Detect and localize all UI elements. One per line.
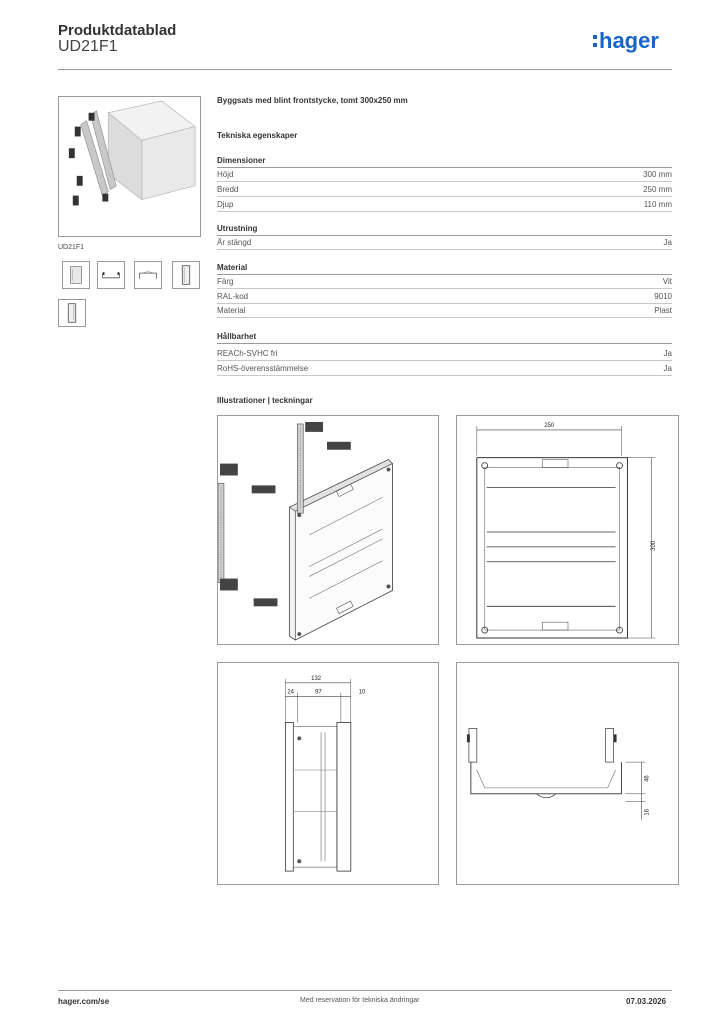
spec-row-ral [217, 290, 672, 304]
thumbnail-side-view-2[interactable] [58, 299, 86, 327]
spec-label: Djup [217, 200, 234, 209]
spec-value: Ja [663, 364, 672, 373]
thumbnail-front-view[interactable] [62, 261, 90, 289]
document-title: Produktdatablad [58, 22, 177, 39]
footer-website-link[interactable]: hager.com/se [58, 997, 110, 1006]
spec-value: 250 mm [643, 185, 672, 194]
dimension-bottom-16: 16 [644, 809, 651, 816]
dimension-height-46: 46 [644, 775, 651, 782]
drawing-side-view [217, 662, 439, 885]
section-title-material: Material [217, 263, 248, 272]
drawing-top-view [456, 662, 679, 885]
spec-label: Höjd [217, 170, 234, 179]
spec-label: Färg [217, 277, 234, 286]
header-divider [58, 69, 672, 70]
illustrations-heading: Illustrationer | teckningar [217, 396, 313, 405]
spec-row-depth [217, 198, 672, 212]
spec-row-reach [217, 347, 672, 361]
dimension-total-depth: 132 [311, 675, 322, 682]
spec-label: RoHS-överensstämmelse [217, 364, 309, 373]
spec-label: Material [217, 306, 246, 315]
section-divider [217, 343, 672, 344]
section-title-dimensions: Dimensioner [217, 156, 266, 165]
spec-value: 9010 [654, 292, 672, 301]
product-description: Byggsats med blint frontstycke, tomt 300x250 mm [217, 96, 408, 105]
section-title-equipment: Utrustning [217, 224, 258, 233]
spec-row-width [217, 183, 672, 197]
spec-value: 110 mm [643, 200, 672, 209]
hager-logo [593, 28, 675, 56]
spec-label: Är stängd [217, 238, 252, 247]
logo-dot-bottom [593, 43, 597, 47]
footer-disclaimer: Med reservation för tekniska ändringar [300, 997, 420, 1004]
section-title-sustainability: Hållbarhet [217, 332, 257, 341]
thumbnail-bottom-view[interactable] [134, 261, 162, 289]
product-image [58, 96, 201, 237]
thumbnail-top-view[interactable] [97, 261, 125, 289]
spec-row-height [217, 168, 672, 182]
spec-row-color [217, 275, 672, 289]
dimension-width: 250 [544, 422, 555, 429]
spec-row-closed [217, 236, 672, 250]
image-caption: UD21F1 [58, 244, 85, 251]
drawing-exploded-view [217, 415, 439, 645]
footer-divider [58, 990, 672, 991]
footer-date: 07.03.2026 [626, 997, 667, 1006]
logo-dot-top [593, 35, 597, 39]
spec-label: RAL-kod [217, 292, 249, 301]
tech-specs-heading: Tekniska egenskaper [217, 131, 298, 140]
dimension-c: 10 [358, 689, 366, 696]
drawing-front-view [456, 415, 679, 645]
spec-label: Bredd [217, 185, 239, 194]
dimension-a: 24 [287, 689, 294, 696]
dimension-height: 300 [651, 540, 658, 551]
dimension-b: 97 [315, 689, 322, 696]
spec-row-material [217, 304, 672, 318]
spec-value: Plast [654, 306, 672, 315]
logo-wordmark: hager [599, 28, 659, 53]
spec-value: 300 mm [643, 170, 672, 179]
spec-row-rohs [217, 362, 672, 376]
spec-value: Vit [662, 277, 672, 286]
product-code: UD21F1 [58, 38, 118, 55]
spec-value: Ja [663, 349, 672, 358]
spec-value: Ja [663, 238, 672, 247]
spec-label: REACh-SVHC fri [217, 349, 278, 358]
thumbnail-side-view[interactable] [172, 261, 200, 289]
